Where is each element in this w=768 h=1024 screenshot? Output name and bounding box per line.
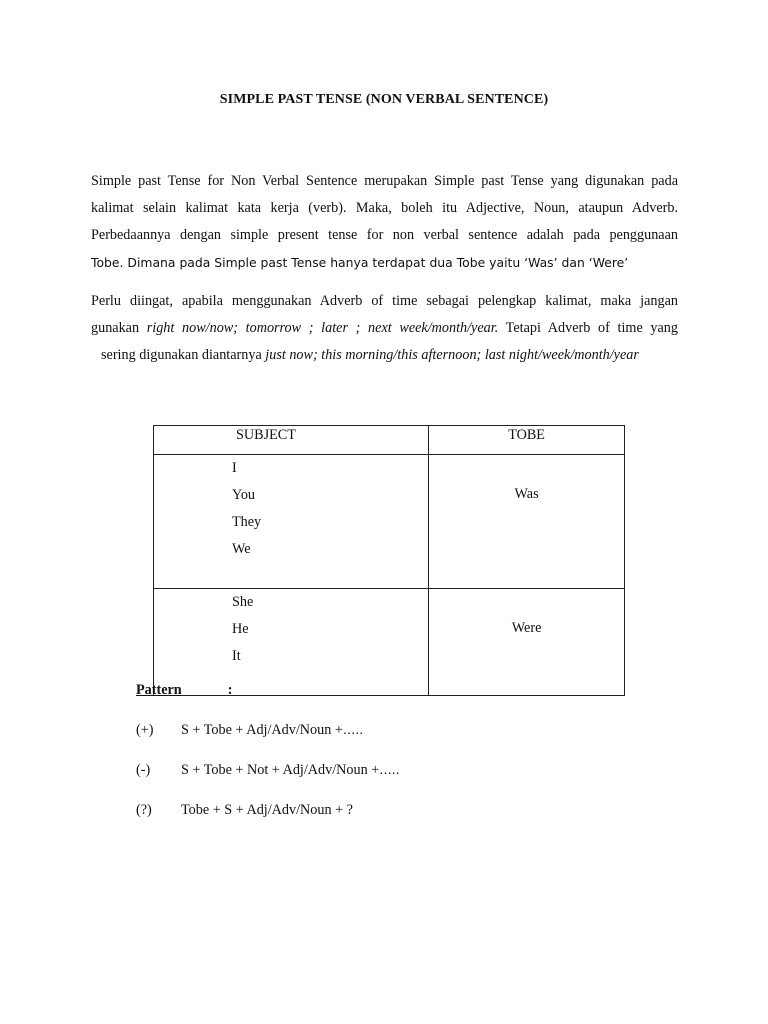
tobe-cell: Were xyxy=(429,589,625,696)
paragraph-line: Perbedaannya dengan simple present tense for non verbal sentence adalah pada penggunaan xyxy=(91,227,678,243)
text-run: Tetapi Adverb of time yang xyxy=(498,320,678,336)
paragraph-line xyxy=(91,342,678,369)
subject-item: I xyxy=(232,460,237,476)
subject-item: She xyxy=(232,594,254,610)
paragraph-adverb-note xyxy=(91,288,678,369)
subject-tobe-table xyxy=(153,425,625,696)
pattern-ellipsis: ….. xyxy=(342,722,364,737)
paragraph-line: kalimat selain kalimat kata kerja (verb). Maka, boleh itu Adjective, Noun, ataupun Adverb. xyxy=(91,200,678,216)
table-header-row xyxy=(154,426,625,455)
subject-item: It xyxy=(232,648,241,664)
table-row xyxy=(154,589,625,696)
subject-cell xyxy=(154,589,429,696)
paragraph-intro xyxy=(91,168,678,276)
paragraph-line: Simple past Tense for Non Verbal Sentence merupakan Simple past Tense yang digunakan pada xyxy=(91,173,678,189)
pattern-heading xyxy=(136,682,232,704)
pattern-formula: Tobe + S + Adj/Adv/Noun + ? xyxy=(181,802,353,818)
pattern-symbol: (?) xyxy=(136,802,152,818)
italic-adverbs-used: just now; this morning/this afternoon; last night/week/month/year xyxy=(265,347,639,363)
subject-item: We xyxy=(232,541,251,557)
pattern-section xyxy=(136,682,400,818)
subject-item: You xyxy=(232,487,256,503)
paragraph-line: Perlu diingat, apabila menggunakan Adverb of time sebagai pelengkap kalimat, maka jangan xyxy=(91,293,678,309)
pattern-colon: : xyxy=(227,682,233,698)
pattern-formula: S + Tobe + Not + Adj/Adv/Noun + xyxy=(181,762,380,778)
paragraph-line xyxy=(91,315,678,342)
text-run: gunakan xyxy=(91,320,147,336)
paragraph-line: Tobe. Dimana pada Simple past Tense hanya terdapat dua Tobe yaitu ‘Was’ dan ‘Were’ xyxy=(91,255,629,270)
subject-cell xyxy=(154,455,429,589)
page-title: SIMPLE PAST TENSE (NON VERBAL SENTENCE) xyxy=(219,92,549,107)
pattern-row-negative xyxy=(136,762,400,779)
pattern-symbol: (-) xyxy=(136,762,151,778)
table-row xyxy=(154,455,625,589)
subject-item: They xyxy=(232,514,262,530)
pattern-row-positive xyxy=(136,722,363,739)
italic-adverbs-avoid: right now/now; tomorrow ; later ; next week/month/year. xyxy=(146,320,499,336)
pattern-row-question xyxy=(136,802,353,819)
pattern-label: Pattern xyxy=(136,682,182,698)
header-tobe: TOBE xyxy=(429,426,625,455)
pattern-symbol: (+) xyxy=(136,722,154,738)
pattern-formula: S + Tobe + Adj/Adv/Noun + xyxy=(181,722,343,738)
tobe-cell: Was xyxy=(429,455,625,589)
text-run: sering digunakan diantarnya xyxy=(101,347,266,363)
pattern-ellipsis: ….. xyxy=(379,762,400,777)
subject-item: He xyxy=(232,621,249,637)
header-subject: SUBJECT xyxy=(154,426,429,455)
